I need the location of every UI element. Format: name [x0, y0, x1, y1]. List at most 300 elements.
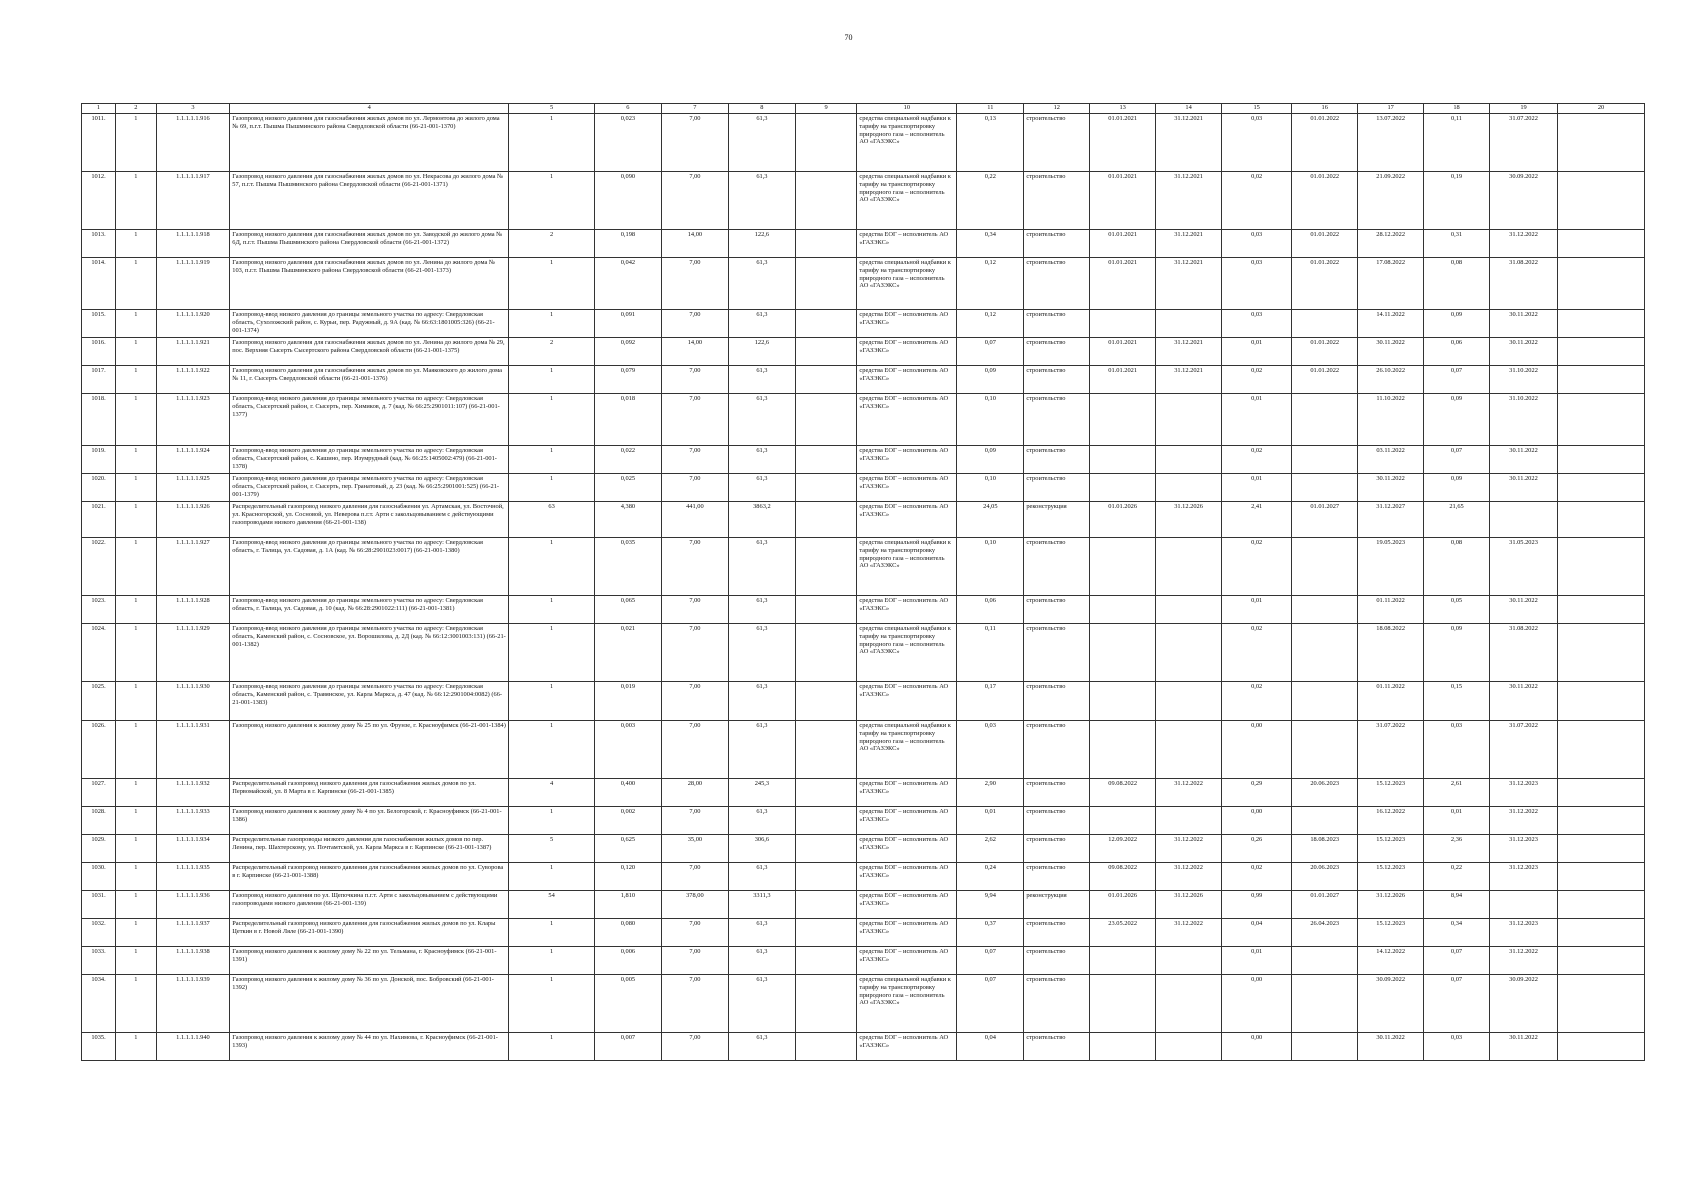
cell-col-15: 0,01	[1222, 474, 1292, 502]
cell-col-2: 1	[116, 114, 157, 172]
table-row	[82, 366, 1645, 394]
cell-col-17: 28.12.2022	[1358, 230, 1424, 258]
col-header-9: 9	[795, 104, 857, 114]
cell-col-7: 7,00	[661, 807, 728, 835]
cell-col-17: 15.12.2023	[1358, 863, 1424, 891]
cell-project-code: 1.1.1.1.1.917	[156, 172, 230, 230]
cell-col-11: 0,03	[957, 721, 1024, 779]
cell-col-20	[1558, 947, 1645, 975]
cell-col-20	[1558, 596, 1645, 624]
cell-col-13: 12.09.2022	[1090, 835, 1156, 863]
cell-col-11: 0,07	[957, 338, 1024, 366]
cell-project-code: 1.1.1.1.1.926	[156, 502, 230, 538]
cell-col-14	[1156, 446, 1222, 474]
cell-col-6: 0,120	[594, 863, 661, 891]
column-number-row	[82, 104, 1645, 114]
cell-work-type: строительство	[1024, 1033, 1090, 1061]
cell-col-18: 0,07	[1424, 947, 1490, 975]
cell-col-11: 0,12	[957, 310, 1024, 338]
cell-row-number: 1011.	[82, 114, 116, 172]
cell-col-19: 31.12.2022	[1489, 947, 1557, 975]
cell-work-type: строительство	[1024, 310, 1090, 338]
cell-col-9	[795, 891, 857, 919]
cell-col-9	[795, 919, 857, 947]
cell-col-19	[1489, 502, 1557, 538]
cell-col-13	[1090, 807, 1156, 835]
cell-col-15: 0,02	[1222, 863, 1292, 891]
cell-col-2: 1	[116, 596, 157, 624]
cell-project-code: 1.1.1.1.1.937	[156, 919, 230, 947]
cell-project-description: Газопровод-ввод низкого давления до границы земельного участка по адресу: Свердловская область, Сухоложский район, с. Курьи, пер. Радужный, д. 9А (кад. № 66:63:1801005:326) (66-21-001-1374)	[230, 310, 509, 338]
cell-col-9	[795, 807, 857, 835]
cell-col-15: 0,01	[1222, 947, 1292, 975]
cell-col-5: 1	[509, 1033, 595, 1061]
cell-funding-source: средства ЕОГ – исполнитель АО «ГАЗЭКС»	[857, 366, 957, 394]
cell-work-type: строительство	[1024, 172, 1090, 230]
cell-col-20	[1558, 366, 1645, 394]
cell-col-15: 2,41	[1222, 502, 1292, 538]
cell-col-8: 306,6	[728, 835, 795, 863]
cell-funding-source: средства ЕОГ – исполнитель АО «ГАЗЭКС»	[857, 596, 957, 624]
cell-col-18: 0,31	[1424, 230, 1490, 258]
col-header-7: 7	[661, 104, 728, 114]
cell-funding-source: средства ЕОГ – исполнитель АО «ГАЗЭКС»	[857, 502, 957, 538]
col-header-17: 17	[1358, 104, 1424, 114]
cell-col-18: 2,61	[1424, 779, 1490, 807]
cell-project-description: Газопровод низкого давления к жилому дому № 36 по ул. Донской, пос. Бобровский (66-21-001-1392)	[230, 975, 509, 1033]
cell-col-5: 2	[509, 338, 595, 366]
cell-col-2: 1	[116, 474, 157, 502]
cell-col-5: 1	[509, 538, 595, 596]
cell-col-17: 01.11.2022	[1358, 682, 1424, 721]
cell-col-8: 61,3	[728, 975, 795, 1033]
cell-col-8: 3863,2	[728, 502, 795, 538]
cell-col-8: 61,3	[728, 682, 795, 721]
cell-col-6: 0,005	[594, 975, 661, 1033]
investment-program-table	[81, 103, 1645, 1061]
cell-row-number: 1034.	[82, 975, 116, 1033]
cell-col-17: 18.08.2022	[1358, 624, 1424, 682]
cell-col-14	[1156, 682, 1222, 721]
cell-col-8: 61,3	[728, 919, 795, 947]
cell-project-description: Газопровод низкого давления для газоснабжения жилых домов по ул. Ленина до жилого дома № 103, п.г.т. Пышма Пышминского района Свердловской области (66-21-001-1373)	[230, 258, 509, 310]
cell-col-2: 1	[116, 538, 157, 596]
cell-col-7: 7,00	[661, 394, 728, 446]
cell-col-19: 31.08.2022	[1489, 624, 1557, 682]
cell-work-type: строительство	[1024, 682, 1090, 721]
cell-col-6: 0,092	[594, 338, 661, 366]
cell-col-15: 0,99	[1222, 891, 1292, 919]
cell-col-20	[1558, 919, 1645, 947]
cell-col-20	[1558, 863, 1645, 891]
cell-col-15: 0,02	[1222, 682, 1292, 721]
cell-col-11: 2,62	[957, 835, 1024, 863]
cell-col-7: 7,00	[661, 624, 728, 682]
cell-col-2: 1	[116, 258, 157, 310]
cell-col-17: 30.09.2022	[1358, 975, 1424, 1033]
cell-col-15: 0,02	[1222, 538, 1292, 596]
cell-col-19: 30.11.2022	[1489, 596, 1557, 624]
cell-col-5: 1	[509, 114, 595, 172]
cell-col-5: 54	[509, 891, 595, 919]
cell-col-16: 01.01.2022	[1292, 258, 1358, 310]
cell-col-14: 31.12.2021	[1156, 258, 1222, 310]
cell-col-5: 1	[509, 807, 595, 835]
cell-project-code: 1.1.1.1.1.940	[156, 1033, 230, 1061]
cell-col-7: 7,00	[661, 596, 728, 624]
table-row	[82, 446, 1645, 474]
cell-col-14: 31.12.2022	[1156, 919, 1222, 947]
cell-project-code: 1.1.1.1.1.923	[156, 394, 230, 446]
cell-col-2: 1	[116, 779, 157, 807]
cell-work-type: строительство	[1024, 538, 1090, 596]
cell-col-14	[1156, 624, 1222, 682]
cell-col-19: 31.08.2022	[1489, 258, 1557, 310]
cell-col-2: 1	[116, 172, 157, 230]
cell-work-type: реконструкция	[1024, 502, 1090, 538]
cell-col-11: 0,10	[957, 538, 1024, 596]
cell-col-11: 0,09	[957, 366, 1024, 394]
cell-work-type: строительство	[1024, 779, 1090, 807]
cell-col-11: 0,34	[957, 230, 1024, 258]
cell-col-2: 1	[116, 502, 157, 538]
cell-col-20	[1558, 807, 1645, 835]
table-row	[82, 596, 1645, 624]
cell-col-17: 19.05.2023	[1358, 538, 1424, 596]
cell-row-number: 1019.	[82, 446, 116, 474]
cell-col-17: 21.09.2022	[1358, 172, 1424, 230]
cell-col-7: 378,00	[661, 891, 728, 919]
cell-row-number: 1018.	[82, 394, 116, 446]
cell-col-6: 4,380	[594, 502, 661, 538]
cell-row-number: 1016.	[82, 338, 116, 366]
cell-col-7: 7,00	[661, 474, 728, 502]
cell-col-18: 0,07	[1424, 446, 1490, 474]
cell-col-7: 7,00	[661, 172, 728, 230]
cell-col-17: 14.11.2022	[1358, 310, 1424, 338]
table-row	[82, 1033, 1645, 1061]
col-header-5: 5	[509, 104, 595, 114]
table-row	[82, 172, 1645, 230]
cell-col-2: 1	[116, 1033, 157, 1061]
cell-project-code: 1.1.1.1.1.922	[156, 366, 230, 394]
cell-col-18: 21,65	[1424, 502, 1490, 538]
cell-project-description: Газопровод-ввод низкого давления до границы земельного участка по адресу: Свердловская область, Каменский район, с. Сосновское, ул. Ворошилова, д. 2Д (кад. № 66:12:3001003:131) (66-21-001-1382)	[230, 624, 509, 682]
col-header-8: 8	[728, 104, 795, 114]
cell-funding-source: средства специальной надбавки к тарифу на транспортировку природного газа – исполнитель АО «ГАЗЭКС»	[857, 258, 957, 310]
cell-col-20	[1558, 258, 1645, 310]
cell-col-19: 30.11.2022	[1489, 446, 1557, 474]
cell-col-16: 01.01.2022	[1292, 114, 1358, 172]
cell-col-7: 35,00	[661, 835, 728, 863]
col-header-19: 19	[1489, 104, 1557, 114]
cell-col-6: 0,018	[594, 394, 661, 446]
cell-col-7: 7,00	[661, 114, 728, 172]
table-row	[82, 975, 1645, 1033]
col-header-11: 11	[957, 104, 1024, 114]
cell-project-description: Газопровод-ввод низкого давления до границы земельного участка по адресу: Свердловская область, Сысертский район, с. Кашино, пер. Изумрудный (кад. № 66:25:1405002:479) (66-21-001-1378)	[230, 446, 509, 474]
cell-funding-source: средства специальной надбавки к тарифу на транспортировку природного газа – исполнитель АО «ГАЗЭКС»	[857, 114, 957, 172]
cell-col-16: 20.06.2023	[1292, 779, 1358, 807]
cell-col-9	[795, 446, 857, 474]
cell-col-13: 01.01.2021	[1090, 230, 1156, 258]
cell-col-15: 0,01	[1222, 596, 1292, 624]
cell-row-number: 1033.	[82, 947, 116, 975]
cell-col-2: 1	[116, 682, 157, 721]
cell-col-5: 5	[509, 835, 595, 863]
cell-funding-source: средства ЕОГ – исполнитель АО «ГАЗЭКС»	[857, 230, 957, 258]
cell-col-16: 01.01.2027	[1292, 891, 1358, 919]
cell-col-5: 1	[509, 394, 595, 446]
cell-col-7: 7,00	[661, 863, 728, 891]
cell-col-14: 31.12.2021	[1156, 114, 1222, 172]
cell-col-9	[795, 682, 857, 721]
cell-project-description: Газопровод-ввод низкого давления до границы земельного участка по адресу: Свердловская область, г. Талица, ул. Садовая, д. 1А (кад. № 66:28:2901023:0017) (66-21-001-1380)	[230, 538, 509, 596]
cell-col-20	[1558, 1033, 1645, 1061]
cell-col-5: 1	[509, 947, 595, 975]
cell-col-11: 0,37	[957, 919, 1024, 947]
cell-col-20	[1558, 779, 1645, 807]
cell-project-description: Распределительные газопроводы низкого давления для газоснабжения жилых домов по пер. Ленина, пер. Шахтерскому, ул. Почтамтской, ул. Карла Маркса в г. Карпинске (66-21-001-1387)	[230, 835, 509, 863]
cell-project-description: Газопровод низкого давления для газоснабжения жилых домов по ул. Заводской до жилого дома № 6Д, п.г.т. Пышма Пышминского района Свердловской области (66-21-001-1372)	[230, 230, 509, 258]
cell-col-20	[1558, 835, 1645, 863]
cell-project-code: 1.1.1.1.1.933	[156, 807, 230, 835]
cell-col-19: 30.09.2022	[1489, 975, 1557, 1033]
cell-col-18: 0,11	[1424, 114, 1490, 172]
cell-col-5: 1	[509, 863, 595, 891]
cell-col-11: 0,07	[957, 947, 1024, 975]
cell-col-15: 0,02	[1222, 366, 1292, 394]
cell-col-15: 0,01	[1222, 394, 1292, 446]
cell-col-15: 0,02	[1222, 624, 1292, 682]
cell-funding-source: средства ЕОГ – исполнитель АО «ГАЗЭКС»	[857, 835, 957, 863]
cell-row-number: 1027.	[82, 779, 116, 807]
cell-col-11: 0,24	[957, 863, 1024, 891]
cell-col-19: 31.12.2022	[1489, 230, 1557, 258]
cell-funding-source: средства ЕОГ – исполнитель АО «ГАЗЭКС»	[857, 891, 957, 919]
cell-col-11: 24,05	[957, 502, 1024, 538]
cell-col-16	[1292, 807, 1358, 835]
cell-row-number: 1028.	[82, 807, 116, 835]
cell-row-number: 1025.	[82, 682, 116, 721]
cell-col-11: 0,17	[957, 682, 1024, 721]
cell-col-7: 14,00	[661, 338, 728, 366]
cell-col-16: 26.04.2023	[1292, 919, 1358, 947]
cell-col-6: 1,810	[594, 891, 661, 919]
cell-col-7: 7,00	[661, 919, 728, 947]
cell-col-2: 1	[116, 230, 157, 258]
cell-col-14	[1156, 596, 1222, 624]
cell-funding-source: средства специальной надбавки к тарифу на транспортировку природного газа – исполнитель АО «ГАЗЭКС»	[857, 975, 957, 1033]
cell-col-6: 0,090	[594, 172, 661, 230]
cell-row-number: 1035.	[82, 1033, 116, 1061]
cell-col-7: 7,00	[661, 975, 728, 1033]
cell-col-7: 7,00	[661, 1033, 728, 1061]
cell-col-18: 0,09	[1424, 624, 1490, 682]
cell-col-17: 15.12.2023	[1358, 835, 1424, 863]
cell-col-6: 0,006	[594, 947, 661, 975]
cell-col-17: 30.11.2022	[1358, 474, 1424, 502]
cell-col-13	[1090, 310, 1156, 338]
table-row	[82, 114, 1645, 172]
cell-project-description: Газопровод низкого давления к жилому дому № 25 по ул. Фрунзе, г. Красноуфимск (66-21-001-1384)	[230, 721, 509, 779]
cell-col-14	[1156, 975, 1222, 1033]
cell-col-20	[1558, 446, 1645, 474]
cell-col-5: 1	[509, 919, 595, 947]
cell-col-2: 1	[116, 919, 157, 947]
cell-col-18: 0,06	[1424, 338, 1490, 366]
cell-col-19	[1489, 891, 1557, 919]
cell-col-16	[1292, 721, 1358, 779]
cell-col-6: 0,198	[594, 230, 661, 258]
cell-project-description: Газопровод низкого давления к жилому дому № 4 по ул. Белогорской, г. Красноуфимск (66-21-001-1386)	[230, 807, 509, 835]
cell-col-13: 01.01.2021	[1090, 258, 1156, 310]
col-header-16: 16	[1292, 104, 1358, 114]
cell-col-7: 14,00	[661, 230, 728, 258]
cell-col-19: 31.10.2022	[1489, 366, 1557, 394]
cell-col-15: 0,03	[1222, 114, 1292, 172]
col-header-10: 10	[857, 104, 957, 114]
cell-project-code: 1.1.1.1.1.921	[156, 338, 230, 366]
cell-funding-source: средства ЕОГ – исполнитель АО «ГАЗЭКС»	[857, 863, 957, 891]
cell-col-15: 0,02	[1222, 172, 1292, 230]
cell-project-description: Газопровод низкого давления по ул. Щепочкина п.г.т. Арти с закольцовыванием с действующими газопроводами низкого давления (66-21-001-139)	[230, 891, 509, 919]
cell-col-20	[1558, 721, 1645, 779]
cell-col-18: 0,19	[1424, 172, 1490, 230]
table-row	[82, 807, 1645, 835]
cell-col-13	[1090, 1033, 1156, 1061]
cell-col-11: 0,04	[957, 1033, 1024, 1061]
cell-work-type: строительство	[1024, 446, 1090, 474]
cell-col-9	[795, 835, 857, 863]
cell-project-description: Газопровод-ввод низкого давления до границы земельного участка по адресу: Свердловская область, Каменский район, с. Травянское, ул. Карла Маркса, д. 47 (кад. № 66:12:2901004:0082) (66-21-001-1383)	[230, 682, 509, 721]
cell-col-13: 01.01.2021	[1090, 114, 1156, 172]
cell-col-14	[1156, 721, 1222, 779]
cell-project-description: Газопровод низкого давления для газоснабжения жилых домов по ул. Ленина до жилого дома № 29, пос. Верхняя Сысерть Сысертского района Свердловской области (66-21-001-1375)	[230, 338, 509, 366]
cell-col-16	[1292, 596, 1358, 624]
cell-col-14: 31.12.2021	[1156, 172, 1222, 230]
cell-col-20	[1558, 975, 1645, 1033]
cell-row-number: 1026.	[82, 721, 116, 779]
cell-col-15: 0,29	[1222, 779, 1292, 807]
table-row	[82, 863, 1645, 891]
cell-project-code: 1.1.1.1.1.936	[156, 891, 230, 919]
cell-col-17: 03.11.2022	[1358, 446, 1424, 474]
cell-col-13: 01.01.2021	[1090, 366, 1156, 394]
cell-col-15: 0,02	[1222, 446, 1292, 474]
cell-col-8: 245,3	[728, 779, 795, 807]
cell-project-code: 1.1.1.1.1.918	[156, 230, 230, 258]
cell-col-9	[795, 114, 857, 172]
table-row	[82, 230, 1645, 258]
cell-col-6: 0,025	[594, 474, 661, 502]
cell-col-15: 0,03	[1222, 258, 1292, 310]
cell-col-20	[1558, 394, 1645, 446]
cell-col-9	[795, 1033, 857, 1061]
cell-col-16	[1292, 975, 1358, 1033]
cell-col-17: 16.12.2022	[1358, 807, 1424, 835]
cell-row-number: 1029.	[82, 835, 116, 863]
cell-col-18: 2,36	[1424, 835, 1490, 863]
cell-col-18: 0,03	[1424, 721, 1490, 779]
cell-col-6: 0,035	[594, 538, 661, 596]
cell-row-number: 1032.	[82, 919, 116, 947]
cell-col-14: 31.12.2026	[1156, 502, 1222, 538]
table-row	[82, 779, 1645, 807]
cell-col-18: 0,05	[1424, 596, 1490, 624]
cell-col-11: 0,07	[957, 975, 1024, 1033]
cell-work-type: строительство	[1024, 258, 1090, 310]
cell-work-type: строительство	[1024, 338, 1090, 366]
cell-col-7: 7,00	[661, 446, 728, 474]
cell-col-5: 1	[509, 310, 595, 338]
cell-col-13	[1090, 596, 1156, 624]
cell-col-18: 0,09	[1424, 310, 1490, 338]
cell-col-6: 0,400	[594, 779, 661, 807]
cell-col-11: 2,90	[957, 779, 1024, 807]
cell-col-2: 1	[116, 947, 157, 975]
col-header-13: 13	[1090, 104, 1156, 114]
cell-col-20	[1558, 502, 1645, 538]
cell-col-15: 0,01	[1222, 338, 1292, 366]
cell-col-13: 01.01.2026	[1090, 891, 1156, 919]
cell-col-6: 0,022	[594, 446, 661, 474]
cell-col-7: 7,00	[661, 682, 728, 721]
cell-col-16	[1292, 947, 1358, 975]
cell-col-5: 63	[509, 502, 595, 538]
cell-col-20	[1558, 624, 1645, 682]
cell-project-description: Газопровод-ввод низкого давления до границы земельного участка по адресу: Свердловская область, Сысертский район, г. Сысерть, пер. Гранатовый, д. 23 (кад. № 66:25:2901001:525) (66-21-001-1379)	[230, 474, 509, 502]
cell-funding-source: средства ЕОГ – исполнитель АО «ГАЗЭКС»	[857, 394, 957, 446]
cell-funding-source: средства ЕОГ – исполнитель АО «ГАЗЭКС»	[857, 779, 957, 807]
cell-work-type: строительство	[1024, 114, 1090, 172]
cell-col-5: 1	[509, 474, 595, 502]
table-row	[82, 538, 1645, 596]
cell-col-14	[1156, 394, 1222, 446]
cell-col-19: 31.07.2022	[1489, 114, 1557, 172]
cell-col-18: 0,01	[1424, 807, 1490, 835]
cell-col-2: 1	[116, 891, 157, 919]
cell-col-6: 0,021	[594, 624, 661, 682]
cell-col-2: 1	[116, 835, 157, 863]
cell-col-19: 31.12.2023	[1489, 779, 1557, 807]
cell-col-18: 0,07	[1424, 366, 1490, 394]
cell-work-type: реконструкция	[1024, 891, 1090, 919]
cell-funding-source: средства ЕОГ – исполнитель АО «ГАЗЭКС»	[857, 807, 957, 835]
cell-project-code: 1.1.1.1.1.925	[156, 474, 230, 502]
cell-project-code: 1.1.1.1.1.939	[156, 975, 230, 1033]
cell-col-19: 31.12.2023	[1489, 863, 1557, 891]
cell-col-14	[1156, 474, 1222, 502]
cell-col-8: 61,3	[728, 807, 795, 835]
table-row	[82, 338, 1645, 366]
cell-project-code: 1.1.1.1.1.935	[156, 863, 230, 891]
cell-project-description: Газопровод низкого давления к жилому дому № 22 по ул. Тельмана, г. Красноуфимск (66-21-001-1391)	[230, 947, 509, 975]
cell-col-16	[1292, 310, 1358, 338]
col-header-12: 12	[1024, 104, 1090, 114]
cell-col-20	[1558, 310, 1645, 338]
cell-project-code: 1.1.1.1.1.934	[156, 835, 230, 863]
cell-col-16: 18.08.2023	[1292, 835, 1358, 863]
col-header-20: 20	[1558, 104, 1645, 114]
cell-project-code: 1.1.1.1.1.938	[156, 947, 230, 975]
cell-col-11: 0,06	[957, 596, 1024, 624]
cell-col-8: 61,3	[728, 474, 795, 502]
cell-col-20	[1558, 682, 1645, 721]
cell-col-11: 0,22	[957, 172, 1024, 230]
cell-row-number: 1024.	[82, 624, 116, 682]
cell-col-9	[795, 779, 857, 807]
